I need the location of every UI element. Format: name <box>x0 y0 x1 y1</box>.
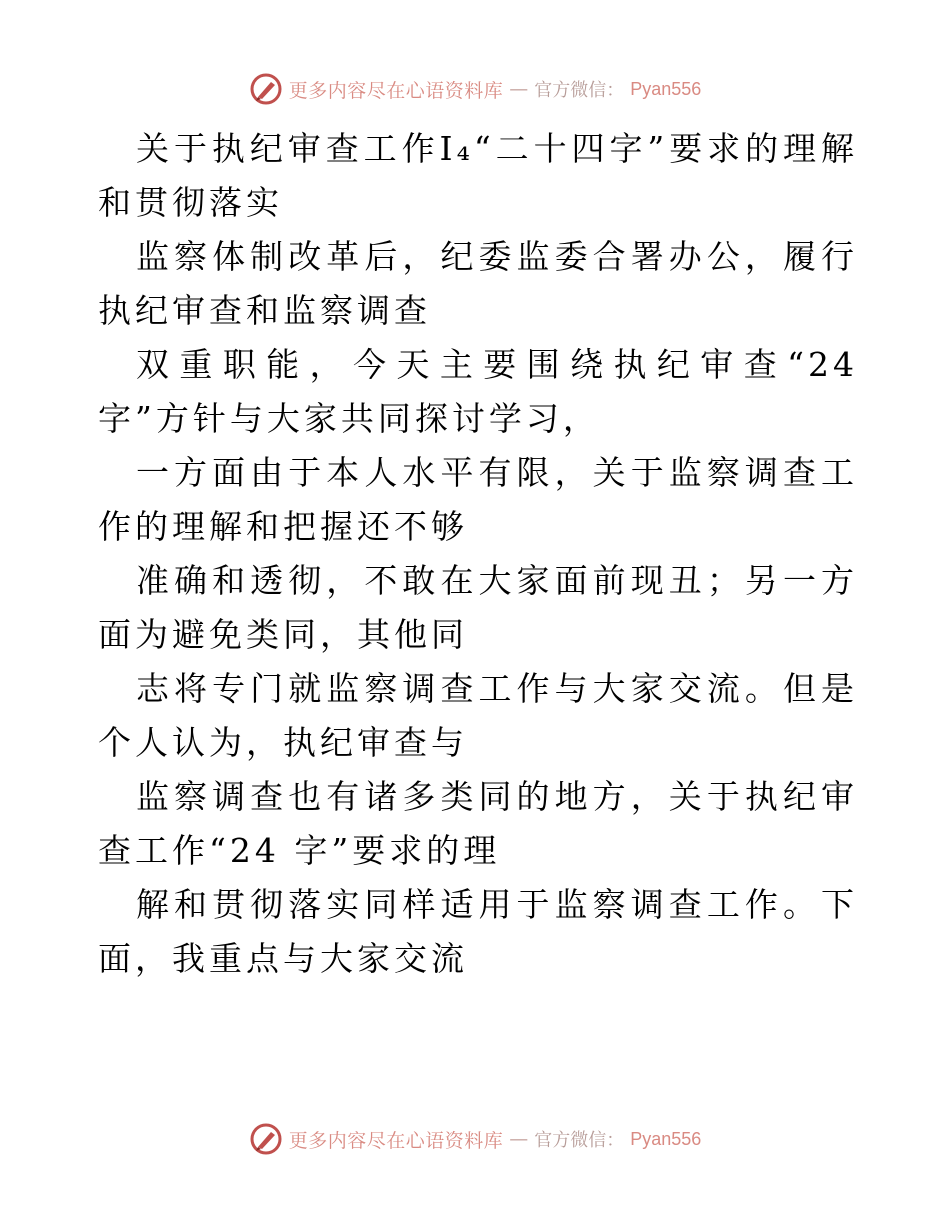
document-body <box>98 122 858 986</box>
page-footer-watermark <box>0 1122 950 1156</box>
paragraph-3: 双重职能，今天主要围绕执纪审查“24 字”方针与大家共同探讨学习， <box>98 345 858 438</box>
watermark-wechat-id: Pyan556 <box>630 78 702 99</box>
watermark-site-text: 更多内容尽在心语资料库 <box>288 79 504 102</box>
paragraph-1: 关于执纪审查工作I₄“二十四字”要求的理解和贯彻落实 <box>98 129 858 222</box>
pen-circle-logo-icon <box>249 72 283 106</box>
watermark-wechat-label: 官方微信： <box>534 80 625 101</box>
paragraph-7: 监察调查也有诸多类同的地方，关于执纪审查工作“24 字”要求的理 <box>98 777 858 870</box>
paragraph-5: 准确和透彻，不敢在大家面前现丑；另一方面为避免类同，其他同 <box>98 561 858 654</box>
watermark-wechat-id: Pyan556 <box>630 1128 702 1149</box>
paragraph-8: 解和贯彻落实同样适用于监察调查工作。下面，我重点与大家交流 <box>98 885 858 978</box>
watermark-site-text: 更多内容尽在心语资料库 <box>288 1129 504 1152</box>
paragraph-4: 一方面由于本人水平有限，关于监察调查工作的理解和把握还不够 <box>98 453 858 546</box>
page-header-watermark <box>0 72 950 106</box>
paragraph-2: 监察体制改革后，纪委监委合署办公，履行执纪审查和监察调查 <box>98 237 858 330</box>
pen-circle-logo-icon <box>249 1122 283 1156</box>
paragraph-6: 志将专门就监察调查工作与大家交流。但是个人认为，执纪审查与 <box>98 669 858 762</box>
watermark-wechat-label: 官方微信： <box>534 1130 625 1151</box>
watermark-separator: — <box>509 1128 529 1150</box>
watermark-separator: — <box>509 78 529 100</box>
